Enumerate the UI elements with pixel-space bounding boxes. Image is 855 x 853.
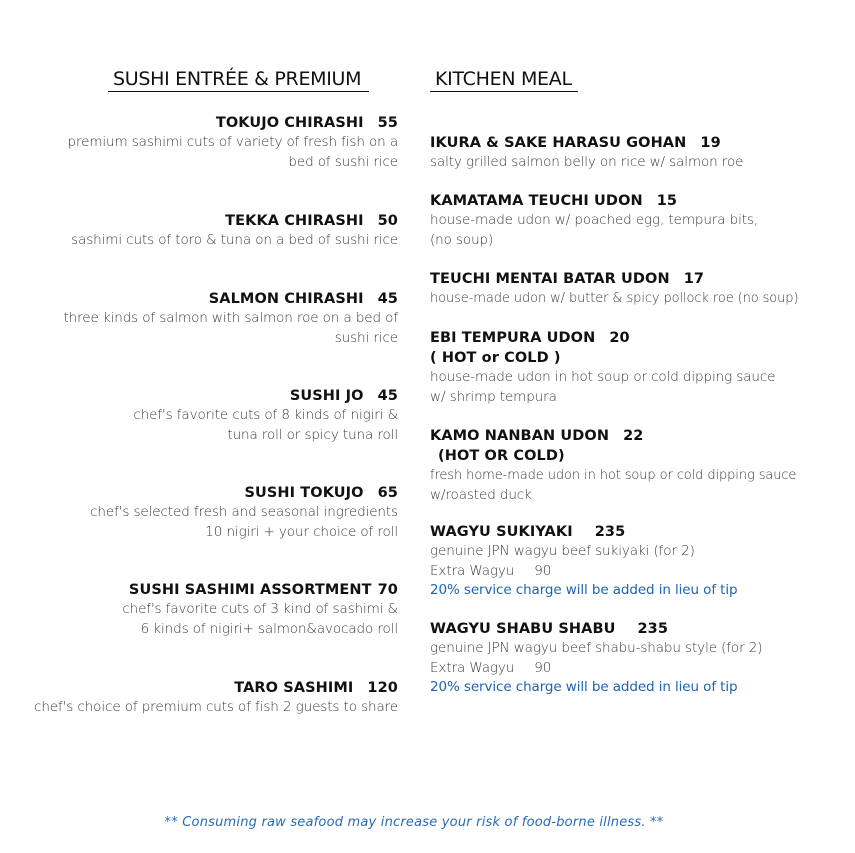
kitchen-section-heading: KITCHEN MEAL <box>430 68 578 92</box>
item-description: chef's choice of premium cuts of fish 2 guests to share <box>34 699 398 715</box>
menu-item <box>430 269 798 309</box>
extra-label: Extra Wagyu <box>430 659 515 676</box>
item-price: 45 <box>377 388 398 404</box>
item-price: 55 <box>377 115 398 131</box>
service-charge-note: 20% service charge will be added in lieu of tip <box>430 582 738 598</box>
menu-item <box>133 386 398 445</box>
menu-item <box>430 522 737 601</box>
item-description: bed of sushi rice <box>288 153 398 170</box>
item-price: 17 <box>683 271 705 287</box>
item-description: genuine JPN wagyu beef shabu-shabu style (for 2) <box>430 640 763 656</box>
item-name: IKURA & SAKE HARASU GOHAN <box>430 135 687 151</box>
menu-item <box>122 580 398 639</box>
item-name: EBI TEMPURA UDON <box>430 330 596 346</box>
menu-item <box>68 113 398 172</box>
menu-item <box>34 678 398 718</box>
item-price: 65 <box>377 485 398 501</box>
item-price: 235 <box>637 621 669 637</box>
item-description: tuna roll or spicy tuna roll <box>227 426 398 443</box>
item-description: house-made udon in hot soup or cold dipping sauce <box>430 369 776 385</box>
item-description: (no soup) <box>430 231 494 248</box>
item-description: house-made udon w/ poached egg, tempura bits, <box>430 212 759 228</box>
item-price: 22 <box>623 428 644 444</box>
item-description: premium sashimi cuts of variety of fresh fish on a <box>67 134 398 150</box>
item-description: three kinds of salmon with salmon roe on a bed of <box>63 310 398 326</box>
service-charge-note: 20% service charge will be added in lieu of tip <box>430 679 738 695</box>
item-price: 120 <box>367 680 398 696</box>
item-description: sushi rice <box>334 329 398 346</box>
item-description: sashimi cuts of toro & tuna on a bed of sushi rice <box>71 232 398 248</box>
item-subname: ( HOT or COLD ) <box>430 350 561 366</box>
item-name: SUSHI SASHIMI ASSORTMENT <box>128 582 372 598</box>
item-description: genuine JPN wagyu beef sukiyaki (for 2) <box>430 543 695 559</box>
item-description: chef's favorite cuts of 8 kinds of nigiri & <box>133 407 398 423</box>
menu-item <box>430 619 762 698</box>
item-description: w/ shrimp tempura <box>430 388 557 405</box>
item-name: SUSHI JO <box>289 388 364 404</box>
item-price: 15 <box>656 193 678 209</box>
raw-seafood-warning: ** Consuming raw seafood may increase your risk of food-borne illness. ** <box>164 815 664 830</box>
item-name: WAGYU SUKIYAKI <box>430 524 573 540</box>
item-price: 45 <box>377 291 398 307</box>
item-description: fresh home-made udon in hot soup or cold dipping sauce <box>430 468 797 483</box>
item-description: house-made udon w/ butter & spicy pollock roe (no soup) <box>430 291 799 306</box>
item-description: 10 nigiri + your choice of roll <box>205 523 398 540</box>
menu-item <box>430 133 743 173</box>
sushi-section-heading: SUSHI ENTRÉE & PREMIUM <box>108 68 369 92</box>
item-price: 50 <box>377 213 398 229</box>
item-name: SALMON CHIRASHI <box>208 291 364 307</box>
item-price: 235 <box>594 524 626 540</box>
item-price: 19 <box>700 135 721 151</box>
item-description: w/roasted duck <box>430 486 532 503</box>
item-price: 70 <box>377 582 398 598</box>
item-subname: (HOT OR COLD) <box>438 448 565 464</box>
item-name: KAMATAMA TEUCHI UDON <box>430 193 643 209</box>
item-name: TARO SASHIMI <box>234 680 354 696</box>
menu-item <box>430 191 758 250</box>
item-description: salty grilled salmon belly on rice w/ salmon roe <box>430 154 744 170</box>
item-name: SUSHI TOKUJO <box>244 485 364 501</box>
menu-item <box>71 211 398 251</box>
extra-price: 90 <box>534 562 552 579</box>
item-name: WAGYU SHABU SHABU <box>430 621 616 637</box>
menu-item <box>63 289 398 348</box>
item-description: 6 kinds of nigiri+ salmon&avocado roll <box>140 620 398 637</box>
item-name: KAMO NANBAN UDON <box>430 428 610 444</box>
menu-item <box>430 426 796 505</box>
extra-price: 90 <box>534 659 552 676</box>
item-name: TEKKA CHIRASHI <box>225 213 364 229</box>
item-price: 20 <box>609 330 630 346</box>
item-name: TOKUJO CHIRASHI <box>215 115 364 131</box>
item-description: chef's selected fresh and seasonal ingredients <box>90 504 398 520</box>
extra-label: Extra Wagyu <box>430 562 515 579</box>
menu-item <box>430 328 775 407</box>
item-name: TEUCHI MENTAI BATAR UDON <box>430 271 670 287</box>
item-description: chef's favorite cuts of 3 kind of sashimi & <box>122 601 398 617</box>
menu-item <box>90 483 398 542</box>
